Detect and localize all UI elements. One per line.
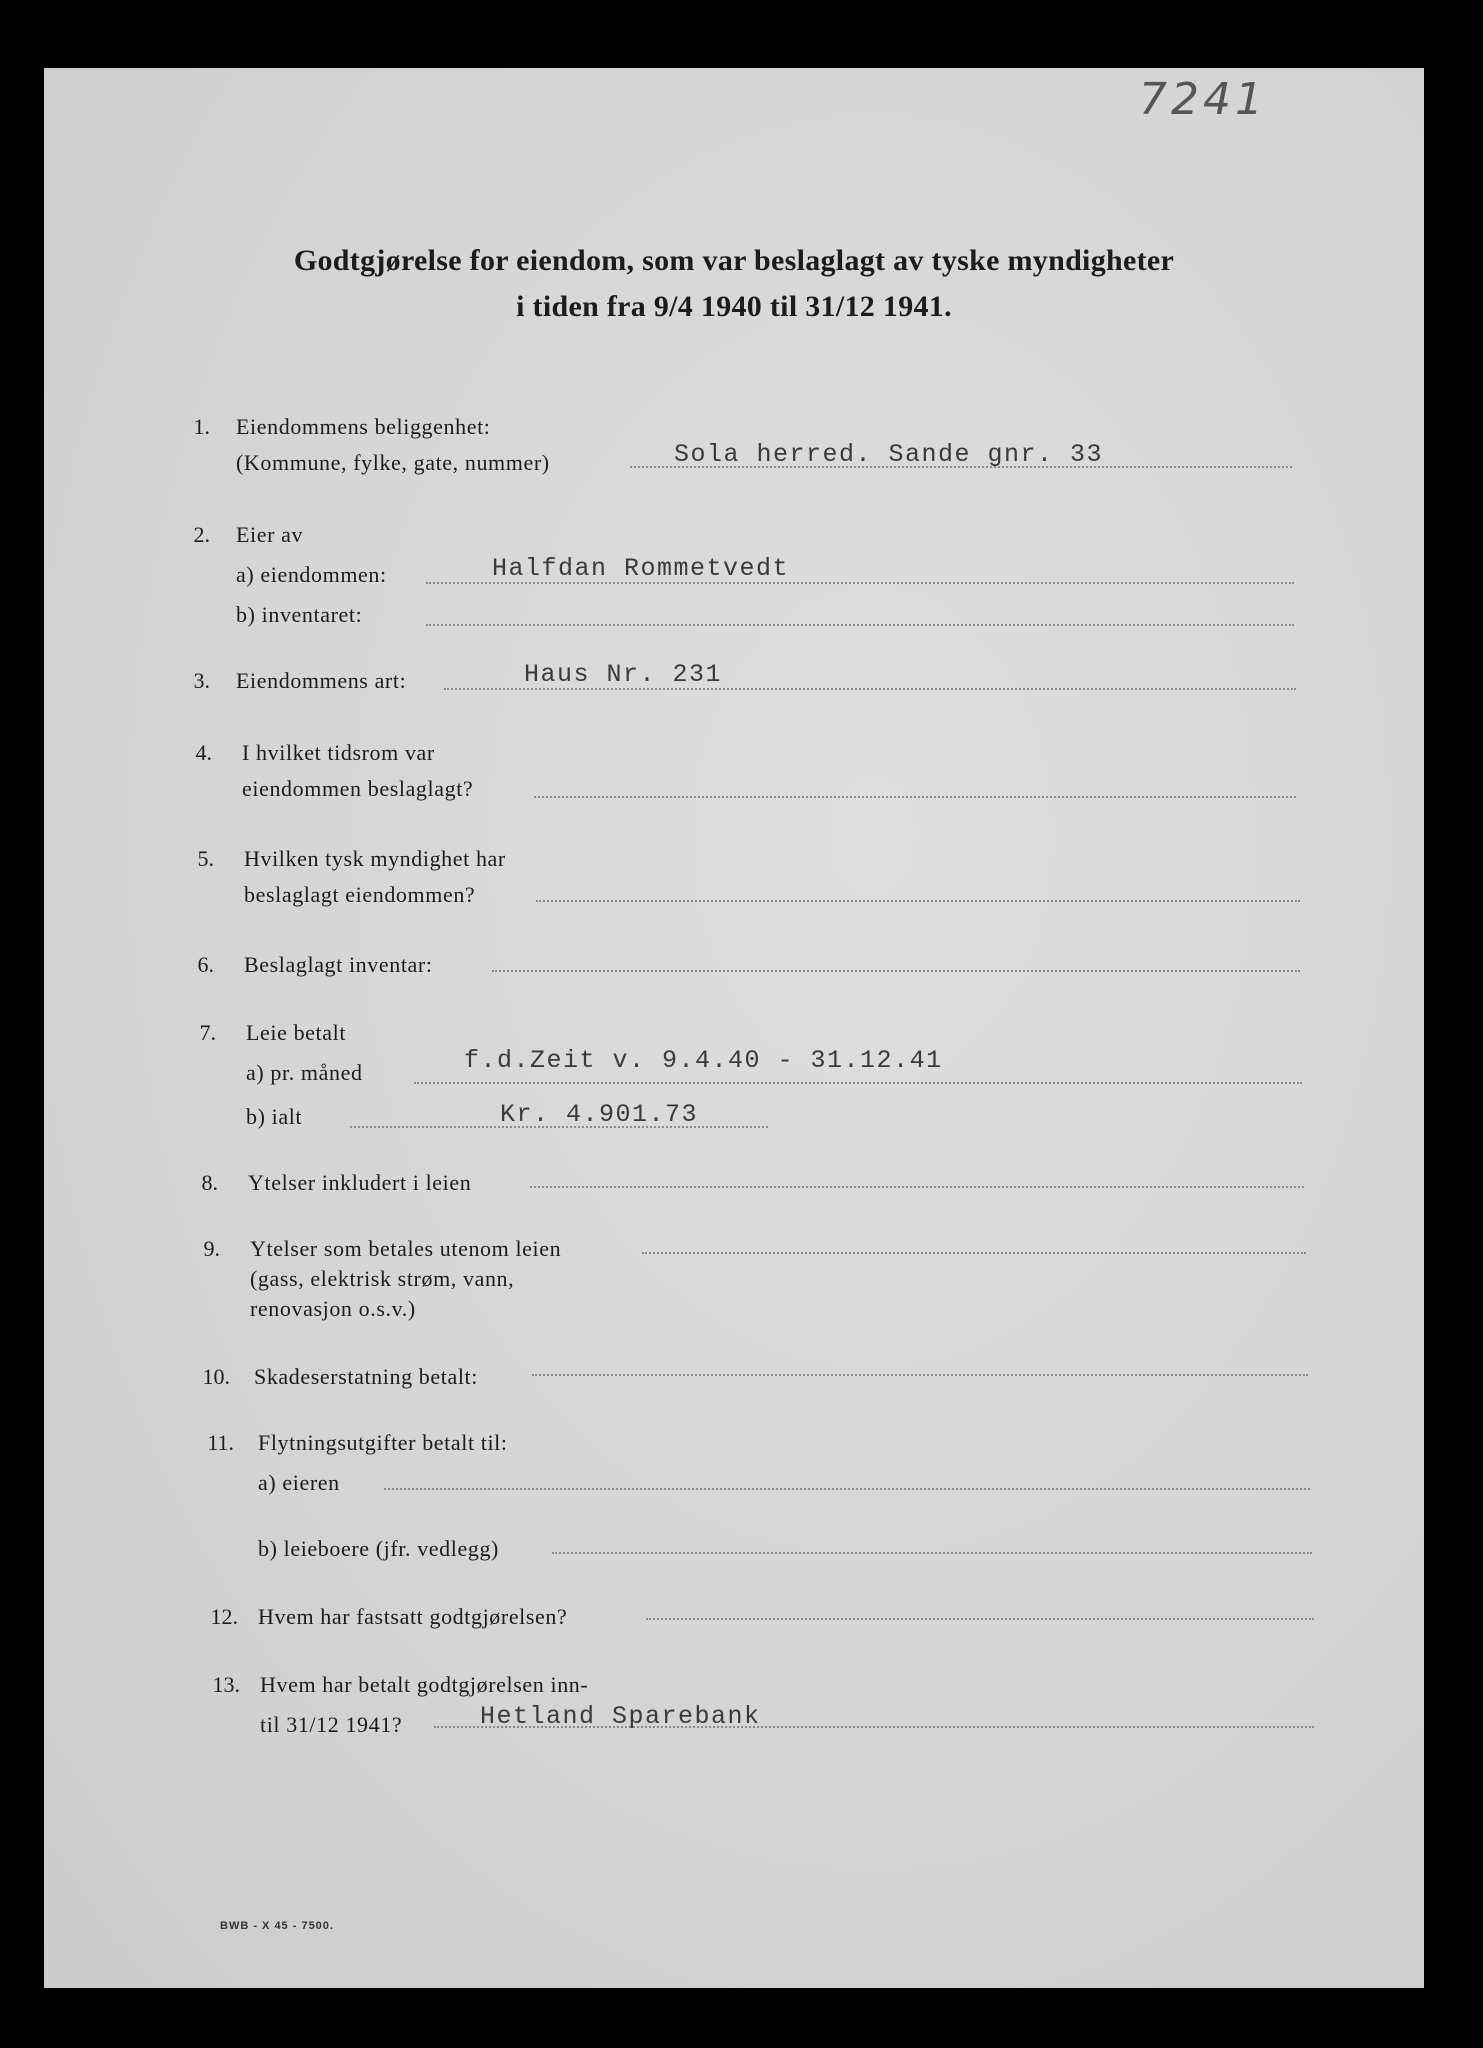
item-number-3: 3. (193, 668, 210, 693)
item-label-4-sub: eiendommen beslaglagt? (242, 776, 474, 801)
item-label-9-sub2: renovasjon o.s.v.) (250, 1296, 416, 1321)
item-label-2a: a) eiendommen: (236, 562, 387, 587)
item-line-5 (536, 900, 1300, 902)
document-title-line2: i tiden fra 9/4 1940 til 31/12 1941. (516, 290, 952, 323)
item-label-2: Eier av (236, 522, 304, 547)
item-value-2a: Halfdan Rommetvedt (492, 554, 790, 583)
item-label-12: Hvem har fastsatt godtgjørelsen? (258, 1604, 568, 1629)
item-line-4 (534, 796, 1296, 798)
archive-number-handwritten: 7241 (1139, 74, 1267, 125)
item-label-11: Flytningsutgifter betalt til: (258, 1430, 508, 1455)
item-label-1-sub: (Kommune, fylke, gate, nummer) (236, 450, 550, 475)
item-label-3: Eiendommens art: (236, 668, 407, 693)
item-label-2b: b) inventaret: (236, 602, 363, 627)
item-value-3: Haus Nr. 231 (524, 660, 723, 689)
item-number-8: 8. (201, 1170, 218, 1195)
item-value-7b: Kr. 4.901.73 (500, 1100, 699, 1129)
printer-mark: BWB - X 45 - 7500. (220, 1920, 334, 1932)
item-line-8 (530, 1186, 1304, 1188)
item-number-13: 13. (212, 1672, 240, 1697)
item-line-6 (492, 970, 1300, 972)
item-line-12 (646, 1618, 1314, 1620)
item-label-5: Hvilken tysk myndighet har (244, 846, 506, 871)
item-label-9-sub1: (gass, elektrisk strøm, vann, (250, 1266, 515, 1291)
item-number-6: 6. (197, 952, 214, 977)
item-number-7: 7. (199, 1020, 216, 1045)
item-line-2b (426, 624, 1294, 626)
item-number-2: 2. (193, 522, 210, 547)
item-label-11b: b) leieboere (jfr. vedlegg) (258, 1536, 499, 1561)
item-number-1: 1. (193, 414, 210, 439)
item-number-10: 10. (202, 1364, 230, 1389)
item-label-6: Beslaglagt inventar: (244, 952, 433, 977)
item-label-7b: b) ialt (246, 1104, 303, 1129)
item-number-11: 11. (207, 1430, 234, 1455)
item-label-13: Hvem har betalt godtgjørelsen inn- (260, 1672, 589, 1697)
item-label-13-sub: til 31/12 1941? (260, 1712, 403, 1737)
item-number-5: 5. (197, 846, 214, 871)
item-label-8: Ytelser inkludert i leien (248, 1170, 472, 1195)
item-line-7a (414, 1082, 1302, 1084)
item-label-1: Eiendommens beliggenhet: (236, 414, 491, 439)
item-label-4: I hvilket tidsrom var (242, 740, 435, 765)
item-label-5-sub: beslaglagt eiendommen? (244, 882, 476, 907)
item-label-9: Ytelser som betales utenom leien (250, 1236, 562, 1261)
item-line-11a (384, 1488, 1310, 1490)
item-number-9: 9. (203, 1236, 220, 1261)
document-title-line1: Godtgjørelse for eiendom, som var beslaglagt av tyske myndigheter (293, 244, 1175, 277)
item-line-10 (532, 1374, 1308, 1376)
item-line-9 (642, 1252, 1306, 1254)
item-value-13: Hetland Sparebank (480, 1702, 761, 1731)
item-value-7a: f.d.Zeit v. 9.4.40 - 31.12.41 (464, 1046, 943, 1075)
item-line-11b (552, 1552, 1312, 1554)
item-label-10: Skadeserstatning betalt: (254, 1364, 478, 1389)
item-label-7a: a) pr. måned (246, 1060, 363, 1085)
item-number-4: 4. (195, 740, 212, 765)
item-value-1: Sola herred. Sande gnr. 33 (674, 440, 1104, 469)
document-page (44, 68, 1424, 1988)
item-label-7: Leie betalt (246, 1020, 347, 1045)
item-label-11a: a) eieren (258, 1470, 340, 1495)
item-number-12: 12. (210, 1604, 238, 1629)
